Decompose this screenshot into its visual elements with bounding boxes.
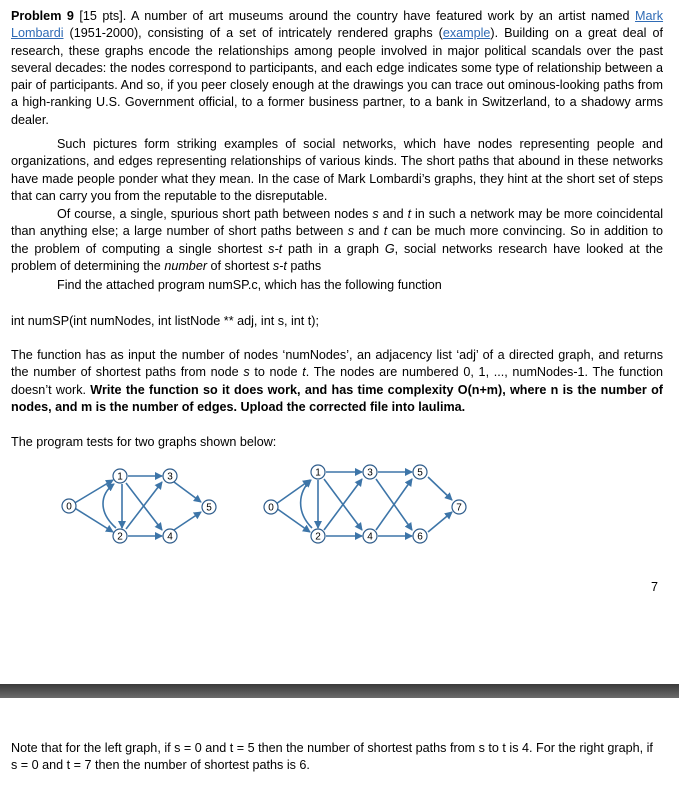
- graph-node: [62, 499, 76, 513]
- graph-node: [311, 465, 325, 479]
- node-label: 4: [167, 531, 173, 543]
- p3-text: in such a network may be more coincidental than anything else; a large number of short paths between: [11, 207, 664, 239]
- graph-node: [413, 465, 427, 479]
- graph-node: [163, 529, 177, 543]
- var-s: s: [347, 224, 355, 239]
- problem-label: Problem 9: [11, 9, 74, 23]
- edge: [73, 507, 113, 532]
- problem-points: [15 pts]: [79, 9, 123, 23]
- node-label: 3: [367, 467, 373, 479]
- node-label: 5: [417, 467, 423, 479]
- graph-node: [113, 529, 127, 543]
- p5-text: to node: [249, 365, 303, 380]
- emph-number: number: [164, 258, 208, 273]
- function-signature: int numSP(int numNodes, int listNode ** adj, int s, int t);: [11, 314, 319, 328]
- graph-node: [363, 529, 377, 543]
- paragraph-graphs-intro: The program tests for two graphs shown below:: [11, 435, 277, 449]
- edge: [301, 480, 312, 528]
- var-t: t: [407, 207, 412, 221]
- graph-node: [452, 500, 466, 514]
- node-label: 6: [417, 531, 423, 543]
- var-g: G: [384, 241, 395, 256]
- paragraph-intro: [11, 8, 663, 129]
- node-label: 2: [117, 531, 123, 543]
- intro-text-3: ). Building on a great deal of research, these graphs encode the relationships among people involved in major political scandals over the past several decades: the nodes correspond to participants, and each edge indicates some type of relationship between a pair of participants. And so, if you peer closely enough at the drawings you can trace out ominous-looking paths from a high-ranking U.S. Government official, to a former business partner, to a bank in Switzerland, to a shadowy arms dealer.: [11, 26, 663, 127]
- paragraph-note: Note that for the left graph, if s = 0 and t = 5 then the number of shortest paths from s to t is 4. For the right graph, if s = 0 and t = 7 then the number of shortest paths is 6.: [11, 741, 653, 773]
- intro-text-1: . A number of art museums around the country have featured work by an artist named: [122, 9, 636, 23]
- node-label: 5: [206, 502, 212, 514]
- edge: [174, 482, 201, 502]
- p3-text: of shortest: [207, 258, 273, 273]
- paragraph-short-paths: [11, 206, 663, 275]
- p5-text: . The nodes are numbered 0, 1, ..., numNodes-1. The function doesn’t work.: [11, 365, 663, 397]
- var-st: s-t: [272, 258, 287, 273]
- example-link[interactable]: example: [442, 26, 491, 41]
- edge: [103, 484, 116, 528]
- node-label: 0: [66, 501, 72, 513]
- p3-text: and: [354, 224, 384, 239]
- edge: [428, 477, 452, 500]
- edge: [276, 480, 310, 504]
- edge: [428, 512, 452, 532]
- node-label: 4: [367, 531, 373, 543]
- paragraph-function-spec: [11, 347, 663, 416]
- graph-node: [311, 529, 325, 543]
- graph-node: [163, 469, 177, 483]
- p3-text: paths: [286, 258, 322, 273]
- node-label: 2: [315, 531, 321, 543]
- graph-node: [363, 465, 377, 479]
- page-number: 7: [651, 580, 659, 594]
- node-label: 0: [268, 502, 274, 514]
- page-separator: [0, 684, 679, 698]
- paragraph-social-networks: Such pictures form striking examples of social networks, which have nodes representing people and organizations, and edges representing relationships of various kinds. The short paths that abound in these networks have made people ponder what they mean. In the case of Mark Lombardi’s graphs, they hint at the short set of steps that can carry you from the reputable to the disreputable.: [11, 137, 663, 203]
- graph-node: [202, 500, 216, 514]
- p3-text: path in a graph: [282, 241, 385, 256]
- node-label: 3: [167, 471, 173, 483]
- var-st: s-t: [268, 241, 283, 256]
- artist-link[interactable]: Mark Lombardi: [11, 9, 664, 41]
- node-label: 1: [117, 471, 123, 483]
- var-s: s: [372, 207, 379, 221]
- var-s: s: [243, 365, 250, 380]
- paragraph-find-program: Find the attached program numSP.c, which has the following function: [57, 278, 442, 292]
- intro-text-2: (1951-2000), consisting of a set of intricately rendered graphs (: [63, 26, 443, 41]
- node-label: 7: [456, 502, 462, 514]
- p3-text: can be much more convincing. So in addition to the problem of computing a single shortest: [11, 224, 663, 256]
- right-graph: [262, 462, 472, 548]
- p3-text: , social networks research have looked at the problem of determining the: [11, 241, 664, 273]
- var-t: t: [302, 365, 306, 380]
- graph-node: [413, 529, 427, 543]
- var-t: t: [383, 224, 388, 239]
- p3-text: and: [378, 207, 408, 221]
- left-graph: [58, 462, 228, 548]
- edge: [174, 512, 201, 530]
- p5-text: The function has as input the number of nodes ‘numNodes’, an adjacency list ‘adj’ of a directed graph, and returns the number of shortest paths from node: [11, 348, 663, 380]
- node-label: 1: [315, 467, 321, 479]
- p3-text: Of course, a single, spurious short path between nodes: [57, 207, 373, 221]
- graph-node: [264, 500, 278, 514]
- task-instruction: Write the function so it does work, and has time complexity O(n+m), where n is the number of nodes, and m is the number of edges. Upload the corrected file into laulima.: [11, 382, 663, 414]
- graph-node: [113, 469, 127, 483]
